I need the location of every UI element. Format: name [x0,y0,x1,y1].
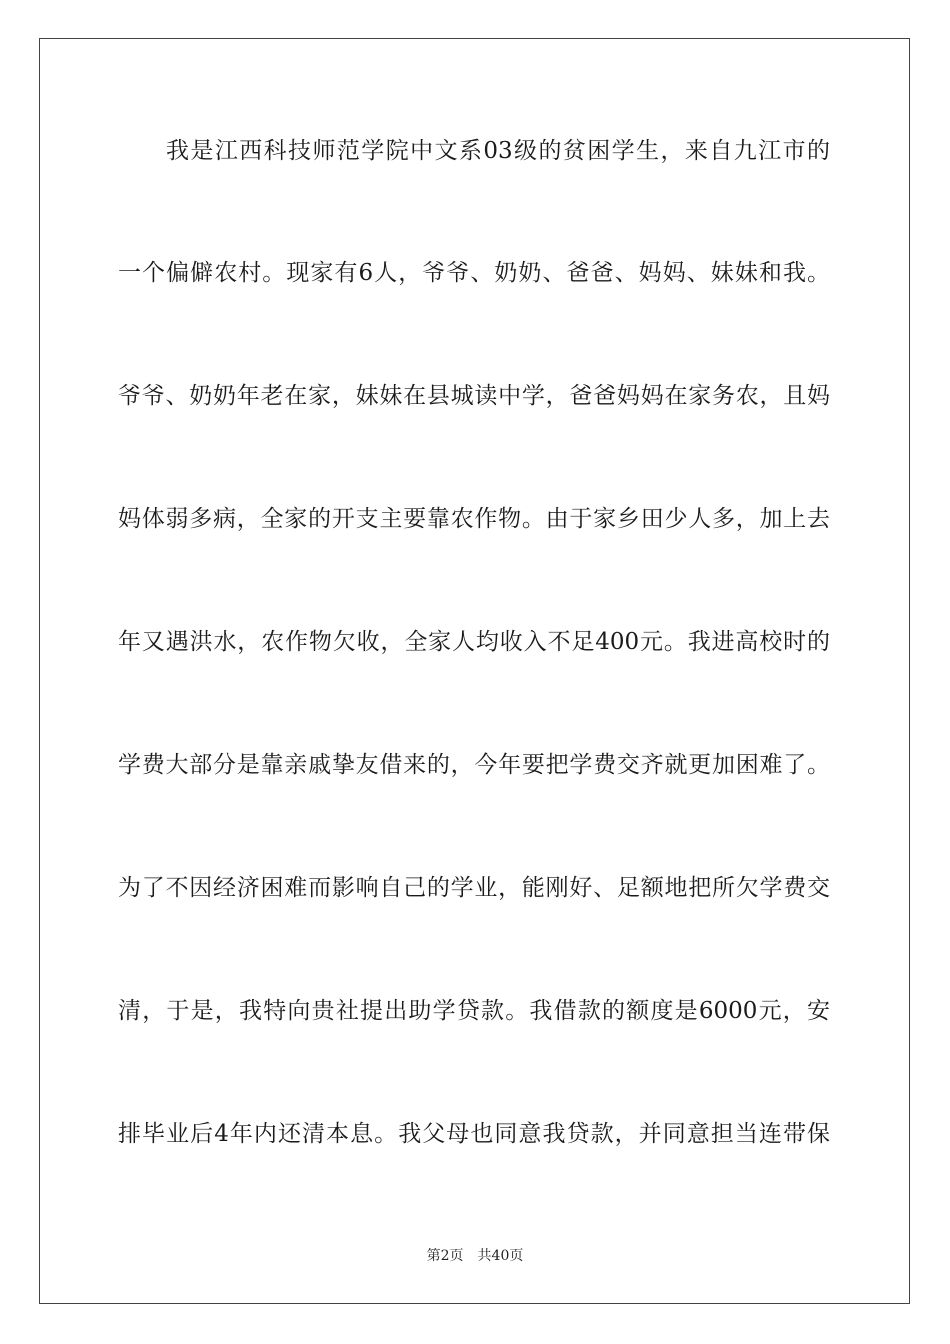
paragraph-line: 排毕业后4年内还清本息。我父母也同意我贷款，并同意担当连带保 [118,1121,830,1147]
paragraph-line: 为了不因经济困难而影响自己的学业，能刚好、足额地把所欠学费交 [118,875,830,901]
paragraph-line: 爷爷、奶奶年老在家，妹妹在县城读中学，爸爸妈妈在家务农，且妈 [118,383,830,409]
page-total: 共40页 [477,1248,524,1264]
paragraph-line: 一个偏僻农村。现家有6人，爷爷、奶奶、爸爸、妈妈、妹妹和我。 [118,260,830,286]
paragraph-line: 学费大部分是靠亲戚挚友借来的，今年要把学费交齐就更加困难了。 [118,752,830,778]
page-border [39,38,910,1304]
page-number: 第2页 [426,1248,464,1264]
paragraph-line: 清，于是，我特向贵社提出助学贷款。我借款的额度是6000元，安 [118,998,830,1024]
paragraph-line: 我是江西科技师范学院中文系03级的贫困学生，来自九江市的 [166,138,830,164]
paragraph-line: 年又遇洪水，农作物欠收，全家人均收入不足400元。我进高校时的 [118,629,830,655]
page-footer [0,1247,950,1265]
paragraph-line: 妈体弱多病，全家的开支主要靠农作物。由于家乡田少人多，加上去 [118,506,830,532]
